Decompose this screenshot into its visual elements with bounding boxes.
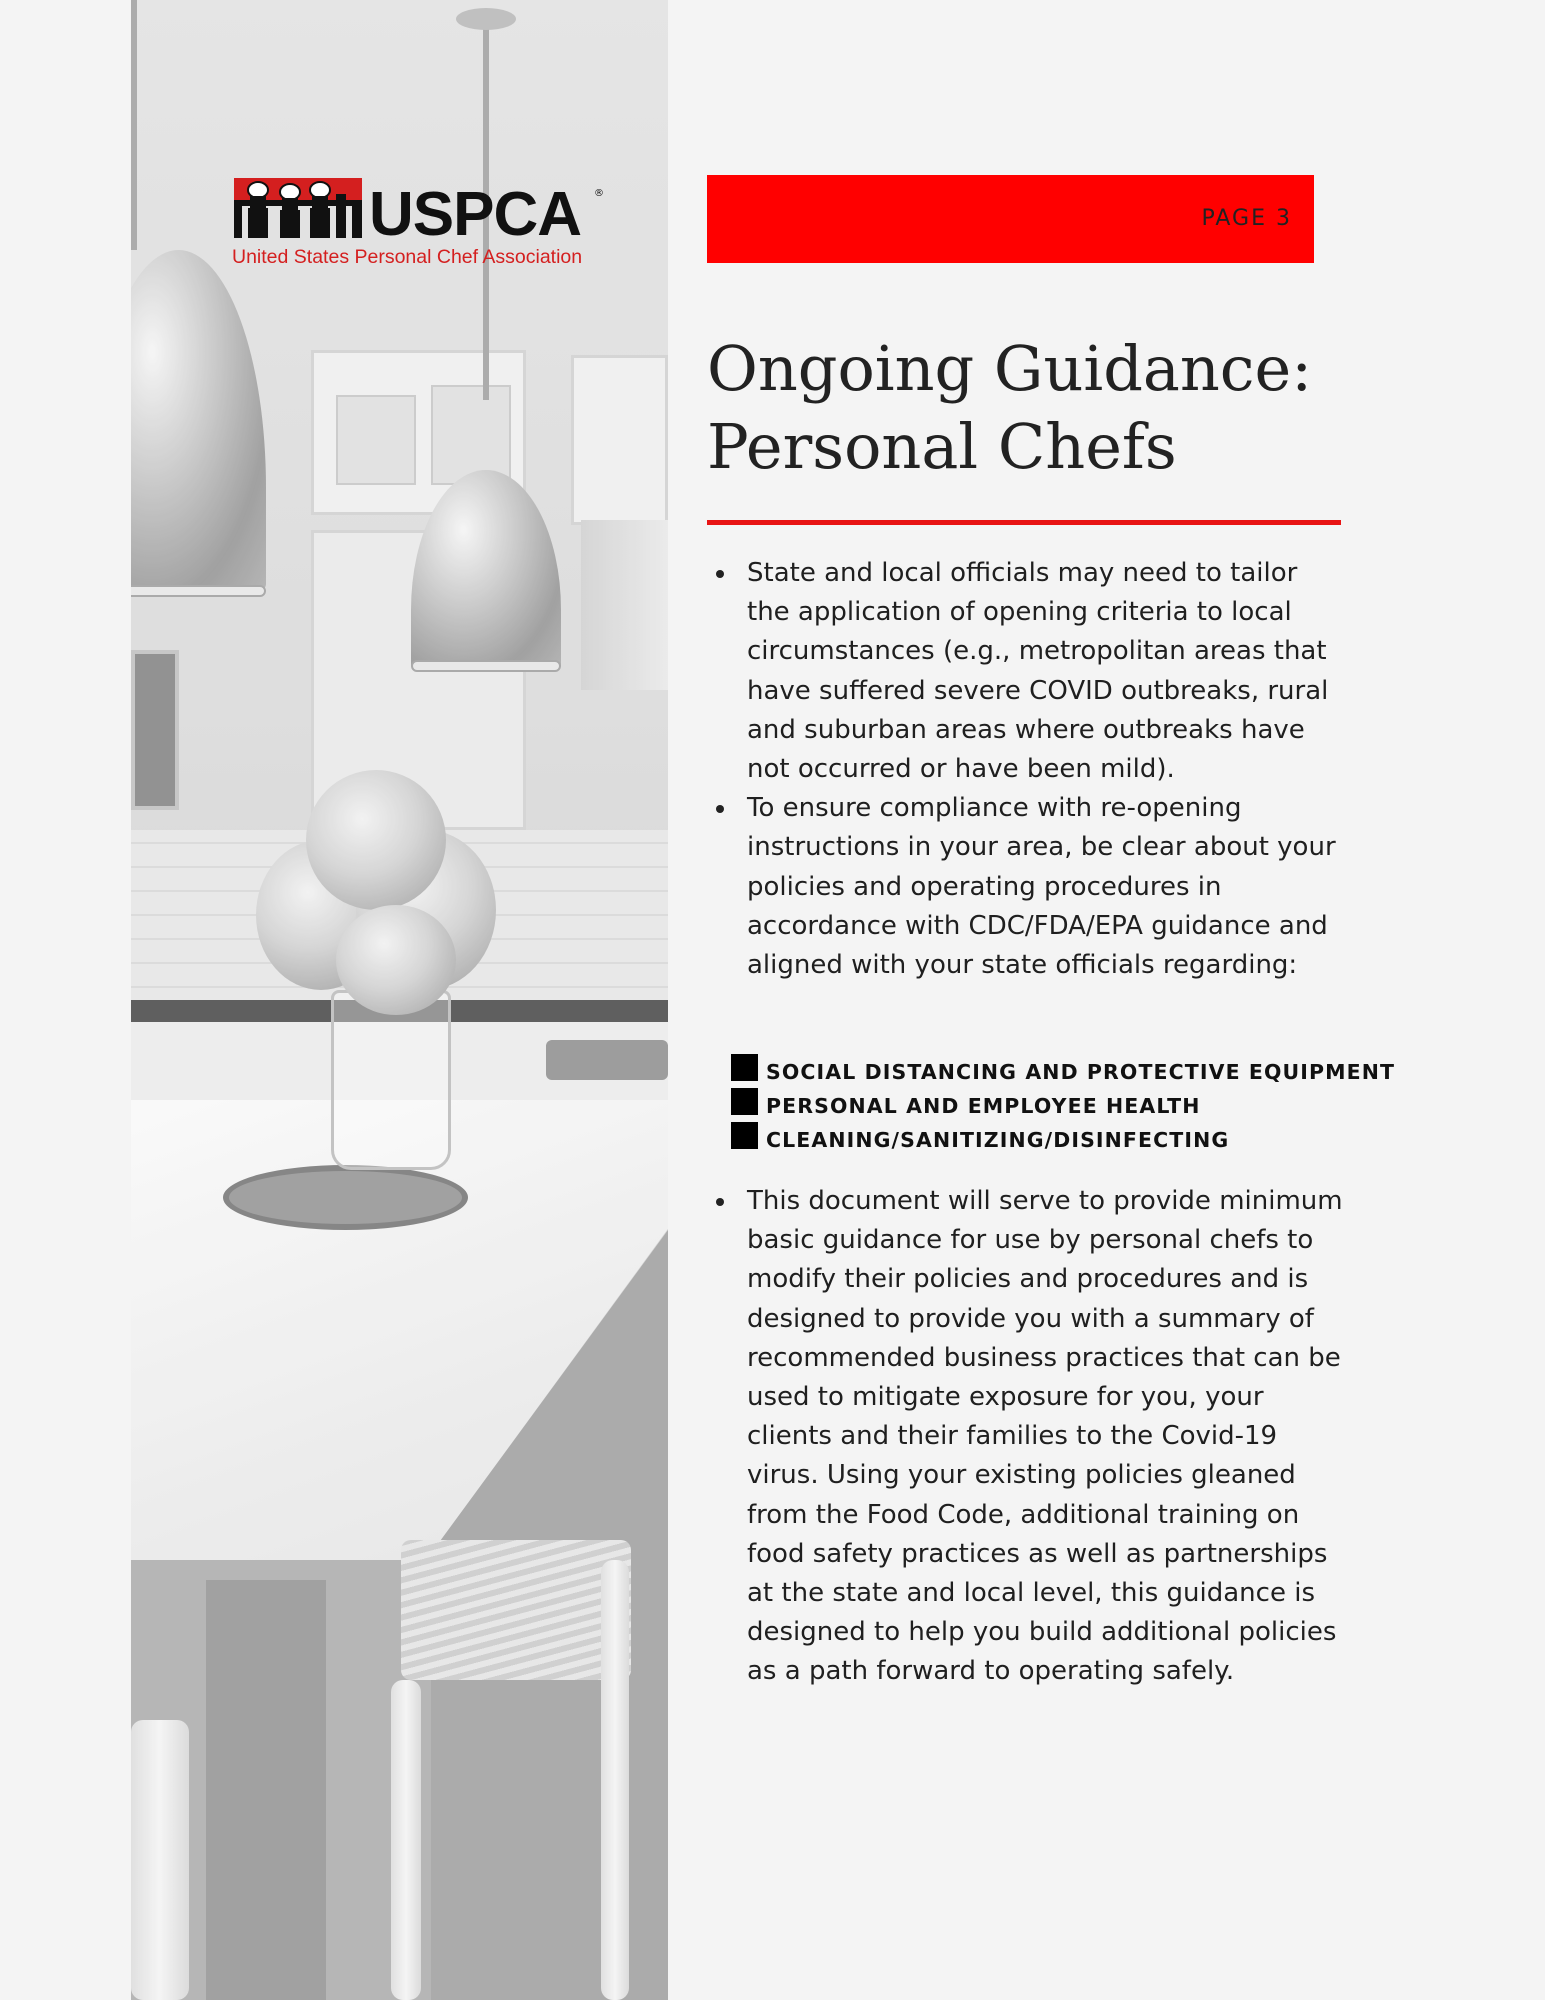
kitchen-photo xyxy=(131,0,668,2000)
topic-item-label: CLEANING/SANITIZING/DISINFECTING xyxy=(766,1128,1230,1152)
photo-overlay xyxy=(131,0,668,2000)
bullet-dot-icon xyxy=(716,805,724,813)
list-item xyxy=(707,554,1347,789)
bullet-dot-icon xyxy=(716,570,724,578)
page-number: PAGE 3 xyxy=(1201,206,1292,231)
topic-item xyxy=(731,1088,1411,1122)
logo-tagline: United States Personal Chef Association xyxy=(232,246,583,268)
guidance-list-bottom xyxy=(707,1182,1347,1692)
logo-wordmark: USPCA xyxy=(369,180,582,249)
uspca-logo xyxy=(232,172,612,272)
bullet-dot-icon xyxy=(716,1198,724,1206)
list-item xyxy=(707,789,1347,985)
topic-item-label: PERSONAL AND EMPLOYEE HEALTH xyxy=(766,1094,1201,1118)
topic-item xyxy=(731,1122,1411,1156)
list-item-text: This document will serve to provide minimum basic guidance for use by personal chefs to modify their policies and procedures and is designed to provide you with a summary of recommended business practices that can be used to mitigate exposure for you, your clients and their families to the Covid-19 virus. Using your existing policies gleaned from the Food Code, additional training on food safety practices as well as partnerships at the state and local level, this guidance is designed to help you build additional policies as a path forward to operating safely. xyxy=(747,1186,1343,1687)
topic-item xyxy=(731,1054,1411,1088)
list-item-text: To ensure compliance with re-opening instructions in your area, be clear about your policies and operating procedures in accordance with CDC/FDA/EPA guidance and aligned with your state officials regarding: xyxy=(747,793,1336,981)
title-divider xyxy=(707,520,1341,525)
black-square-icon xyxy=(731,1122,758,1149)
page-title xyxy=(707,330,1347,486)
black-square-icon xyxy=(731,1088,758,1115)
topic-list xyxy=(731,1054,1411,1156)
guidance-list-top xyxy=(707,554,1347,985)
title-line-2: Personal Chefs xyxy=(707,410,1177,483)
registered-mark: ® xyxy=(594,188,604,199)
list-item-text: State and local officials may need to tailor the application of opening criteria to local circumstances (e.g., metropolitan areas that have suffered severe COVID outbreaks, rural and suburban areas where outbreaks have not occurred or have been mild). xyxy=(747,558,1329,785)
black-square-icon xyxy=(731,1054,758,1081)
title-line-1: Ongoing Guidance: xyxy=(707,332,1313,405)
topic-item-label: SOCIAL DISTANCING AND PROTECTIVE EQUIPMENT xyxy=(766,1060,1396,1084)
chef-hats-icon xyxy=(232,176,367,240)
page-banner xyxy=(707,175,1314,263)
list-item xyxy=(707,1182,1347,1692)
